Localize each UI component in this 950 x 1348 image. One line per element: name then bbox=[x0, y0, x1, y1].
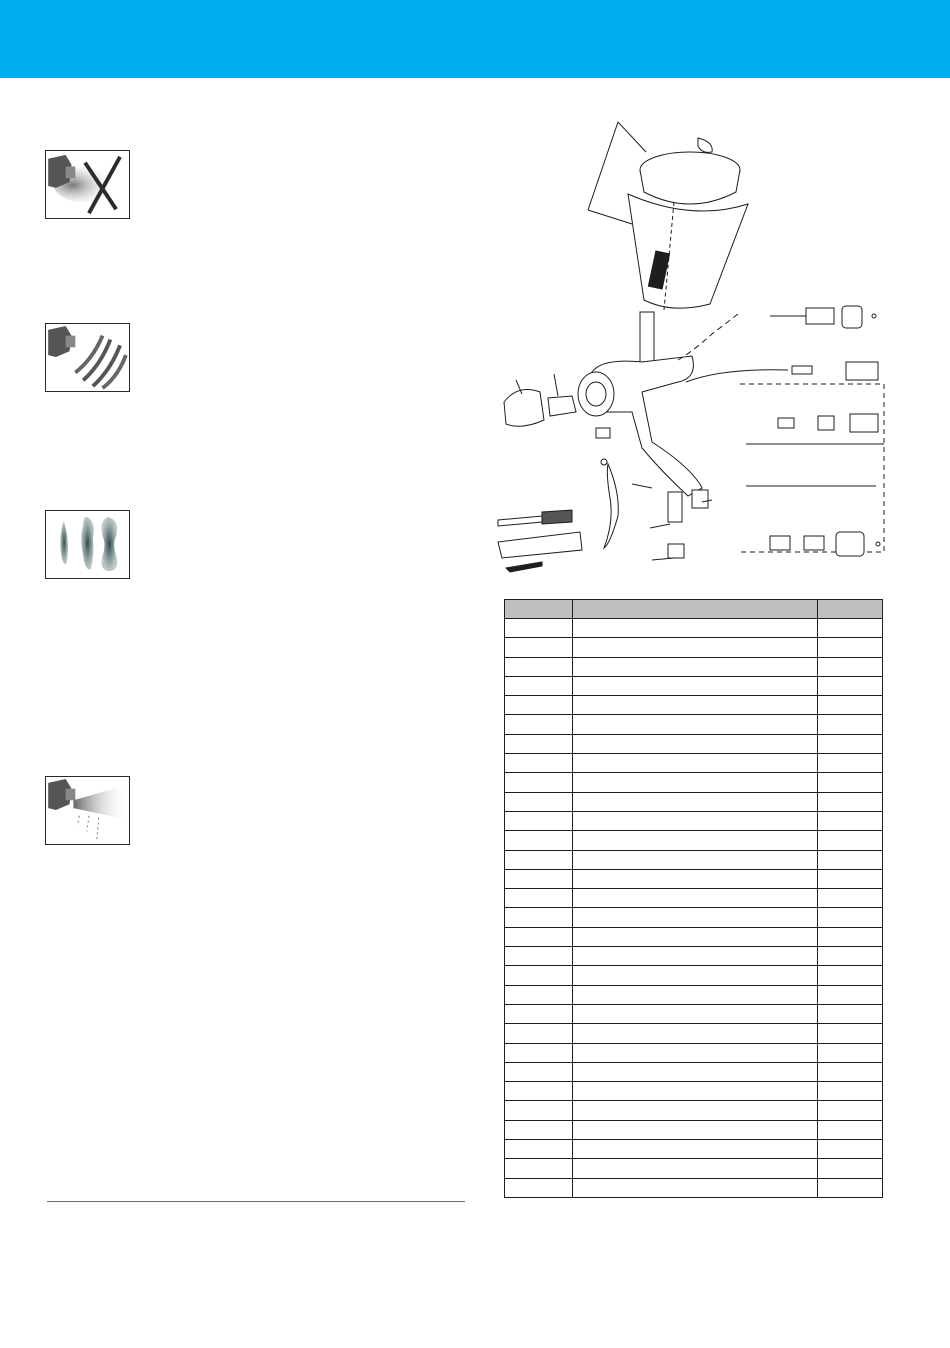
table-cell bbox=[505, 619, 573, 638]
thumbnail-dripping-spray bbox=[45, 776, 130, 845]
table-row bbox=[505, 715, 883, 734]
table-row bbox=[505, 773, 883, 792]
table-cell bbox=[505, 831, 573, 850]
spray-gun-crossed-out-icon bbox=[46, 151, 129, 218]
table-cell bbox=[573, 773, 818, 792]
table-cell bbox=[818, 1062, 883, 1081]
parts-table bbox=[504, 599, 883, 1198]
table-cell bbox=[505, 1178, 573, 1197]
table-cell bbox=[505, 966, 573, 985]
table-cell bbox=[818, 715, 883, 734]
table-cell bbox=[573, 1004, 818, 1023]
table-cell bbox=[573, 734, 818, 753]
table-row bbox=[505, 696, 883, 715]
table-row bbox=[505, 1043, 883, 1062]
table-cell bbox=[573, 966, 818, 985]
header-bar bbox=[0, 0, 950, 78]
table-cell bbox=[505, 927, 573, 946]
table-cell bbox=[505, 792, 573, 811]
table-row bbox=[505, 966, 883, 985]
table-row bbox=[505, 869, 883, 888]
table-cell bbox=[573, 908, 818, 927]
table-row bbox=[505, 1062, 883, 1081]
table-row bbox=[505, 1024, 883, 1043]
table-cell bbox=[573, 696, 818, 715]
table-cell bbox=[573, 676, 818, 695]
table-row bbox=[505, 811, 883, 830]
table-cell bbox=[818, 1178, 883, 1197]
table-cell bbox=[818, 676, 883, 695]
header-cell bbox=[818, 600, 883, 619]
header-cell bbox=[573, 600, 818, 619]
table-cell bbox=[505, 1024, 573, 1043]
table-cell bbox=[573, 638, 818, 657]
table-row bbox=[505, 1082, 883, 1101]
table-cell bbox=[818, 1004, 883, 1023]
table-cell bbox=[573, 619, 818, 638]
table-cell bbox=[818, 619, 883, 638]
table-cell bbox=[505, 1140, 573, 1159]
table-cell bbox=[573, 985, 818, 1004]
table-cell bbox=[573, 1140, 818, 1159]
table-cell bbox=[505, 947, 573, 966]
table-cell bbox=[818, 850, 883, 869]
table-cell bbox=[818, 889, 883, 908]
table-row bbox=[505, 792, 883, 811]
table-row bbox=[505, 927, 883, 946]
thumbnail-spray-shapes bbox=[45, 510, 130, 579]
table-cell bbox=[818, 1043, 883, 1062]
spray-pattern-shapes-icon bbox=[46, 511, 129, 578]
table-cell bbox=[505, 754, 573, 773]
table-row bbox=[505, 734, 883, 753]
table-header-row bbox=[505, 600, 883, 619]
table-cell bbox=[818, 966, 883, 985]
table-cell bbox=[505, 1004, 573, 1023]
table-cell bbox=[505, 1159, 573, 1178]
table-cell bbox=[573, 792, 818, 811]
table-cell bbox=[505, 773, 573, 792]
table-cell bbox=[573, 889, 818, 908]
table-cell bbox=[818, 831, 883, 850]
table-cell bbox=[505, 889, 573, 908]
table-cell bbox=[818, 754, 883, 773]
table-row bbox=[505, 1178, 883, 1197]
table-cell bbox=[573, 1043, 818, 1062]
table-cell bbox=[505, 1101, 573, 1120]
table-cell bbox=[818, 1082, 883, 1101]
table-cell bbox=[818, 985, 883, 1004]
table-cell bbox=[573, 1062, 818, 1081]
table-cell bbox=[573, 869, 818, 888]
table-cell bbox=[573, 754, 818, 773]
table-row bbox=[505, 985, 883, 1004]
spray-gun-exploded-view-icon bbox=[492, 112, 892, 580]
table-row bbox=[505, 657, 883, 676]
table-cell bbox=[505, 908, 573, 927]
table-row bbox=[505, 908, 883, 927]
table-row bbox=[505, 676, 883, 695]
table-cell bbox=[505, 638, 573, 657]
thumbnail-wavy-spray bbox=[45, 323, 130, 392]
table-row bbox=[505, 619, 883, 638]
table-row bbox=[505, 831, 883, 850]
table-cell bbox=[573, 1159, 818, 1178]
table-cell bbox=[818, 1024, 883, 1043]
table-row bbox=[505, 1004, 883, 1023]
table-cell bbox=[573, 1178, 818, 1197]
table-cell bbox=[573, 657, 818, 676]
table-cell bbox=[505, 850, 573, 869]
table-cell bbox=[505, 1120, 573, 1139]
table-cell bbox=[505, 657, 573, 676]
table-row bbox=[505, 1120, 883, 1139]
table-cell bbox=[505, 869, 573, 888]
table-cell bbox=[573, 927, 818, 946]
table-cell bbox=[818, 657, 883, 676]
table-cell bbox=[818, 1101, 883, 1120]
header-cell bbox=[505, 600, 573, 619]
table-cell bbox=[505, 1043, 573, 1062]
table-cell bbox=[573, 1120, 818, 1139]
spray-gun-dripping-icon bbox=[46, 777, 129, 844]
section-divider bbox=[47, 1201, 465, 1202]
table-cell bbox=[818, 947, 883, 966]
table-cell bbox=[505, 696, 573, 715]
table-cell bbox=[818, 869, 883, 888]
table-cell bbox=[818, 638, 883, 657]
table-cell bbox=[818, 1140, 883, 1159]
table-cell bbox=[573, 1101, 818, 1120]
table-cell bbox=[573, 850, 818, 869]
table-cell bbox=[573, 1082, 818, 1101]
table-row bbox=[505, 1140, 883, 1159]
table-row bbox=[505, 947, 883, 966]
thumbnail-crossed-spray bbox=[45, 150, 130, 219]
table-cell bbox=[818, 1159, 883, 1178]
table-cell bbox=[505, 1082, 573, 1101]
table-cell bbox=[505, 734, 573, 753]
exploded-view-diagram bbox=[492, 112, 892, 580]
table-cell bbox=[818, 696, 883, 715]
table-cell bbox=[573, 947, 818, 966]
table-cell bbox=[573, 831, 818, 850]
table-cell bbox=[505, 811, 573, 830]
parts-table-body bbox=[505, 619, 883, 1198]
table-cell bbox=[573, 811, 818, 830]
table-row bbox=[505, 889, 883, 908]
table-cell bbox=[505, 715, 573, 734]
table-cell bbox=[818, 1120, 883, 1139]
spray-gun-wavy-pattern-icon bbox=[46, 324, 129, 391]
table-cell bbox=[818, 734, 883, 753]
table-cell bbox=[818, 908, 883, 927]
table-cell bbox=[818, 792, 883, 811]
table-row bbox=[505, 1159, 883, 1178]
table-cell bbox=[505, 985, 573, 1004]
table-cell bbox=[573, 715, 818, 734]
table-cell bbox=[818, 773, 883, 792]
table-cell bbox=[573, 1024, 818, 1043]
table-cell bbox=[505, 1062, 573, 1081]
table-cell bbox=[505, 676, 573, 695]
table-cell bbox=[818, 811, 883, 830]
table-row bbox=[505, 754, 883, 773]
table-row bbox=[505, 850, 883, 869]
table-row bbox=[505, 638, 883, 657]
table-row bbox=[505, 1101, 883, 1120]
table-cell bbox=[818, 927, 883, 946]
